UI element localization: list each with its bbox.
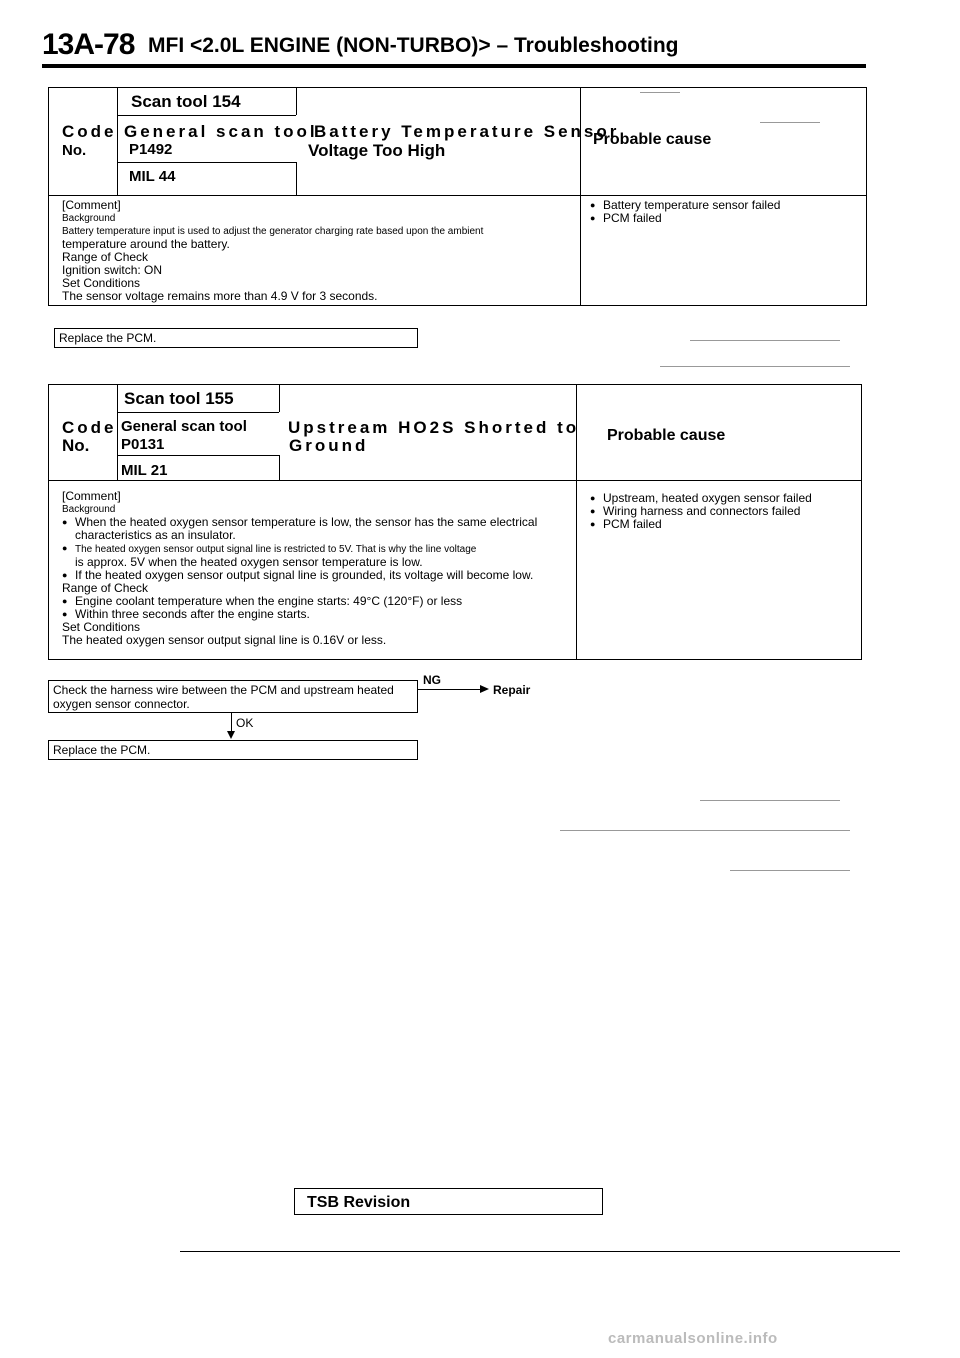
bullet-icon: ● [62,570,68,580]
dtc1-cause-item: ● PCM failed [590,211,662,225]
bullet-icon: ● [62,517,68,527]
dtc2-title-line1: Upstream HO2S Shorted to [288,418,580,437]
dtc2-general-scan-tool: General scan tool [121,418,247,435]
bullet-icon: ● [590,213,596,223]
page-number: 13A-78 [42,28,135,61]
dtc1-bg-line2: temperature around the battery. [62,237,230,251]
dtc2-scan-divider-bot [279,455,280,480]
watermark: carmanualsonline.info [608,1330,778,1347]
dtc1-causes [590,199,780,225]
dtc1-title-line2: Voltage Too High [308,141,446,160]
dtc2-hline-1 [117,412,279,413]
dtc2-hline-3 [48,480,862,481]
scan-artifact [760,122,820,123]
dtc1-hline-3 [48,195,867,196]
dtc1-mil: MIL 44 [129,168,176,185]
dtc2-probable-cause-label: Probable cause [607,427,726,444]
flow-ng-arrow-line [418,689,482,690]
dtc1-set-line1: The sensor voltage remains more than 4.9 V for 3 seconds. [62,289,378,303]
dtc1-cause-item: ● Battery temperature sensor failed [590,198,781,212]
dtc2-scan-divider-top [279,384,280,412]
dtc2-code-divider [117,384,118,480]
dtc2-bullet-2: ● The heated oxygen sensor output signal line is restricted to 5V. That is why the line voltage [62,543,477,555]
scan-artifact [730,870,850,871]
bullet-icon: ● [62,609,68,619]
dtc2-code-label: Code [62,418,117,437]
bullet-icon: ● [590,200,596,210]
dtc1-code-label: Code [62,122,117,141]
dtc2-bullet-1-cont: characteristics as an insulator. [75,528,236,542]
flow-ng-label: NG [423,673,441,687]
header-rule [42,64,866,68]
dtc2-no-label: No. [62,436,90,455]
scan-artifact [560,830,850,831]
bullet-icon: ● [62,596,68,606]
dtc1-action-box: Replace the PCM. [54,328,418,348]
dtc1-bg-line1: Battery temperature input is used to adjust the generator charging rate based upon the ambient [62,226,484,237]
dtc1-probable-cause-label: Probable cause [593,131,712,148]
dtc1-range-label: Range of Check [62,250,149,264]
dtc1-set-label: Set Conditions [62,276,141,290]
dtc2-set-line1: The heated oxygen sensor output signal line is 0.16V or less. [62,633,387,647]
flow-step-replace-pcm: Replace the PCM. [48,740,418,760]
dtc2-range-item: ● Within three seconds after the engine starts. [62,607,310,621]
dtc2-cause-item: ● PCM failed [590,517,662,531]
scan-artifact [640,92,680,93]
dtc2-comment: [Comment] [62,489,121,503]
flow-step-check-harness: Check the harness wire between the PCM and upstream heated oxygen sensor connector. [48,680,418,713]
dtc2-bullet-2-cont: is approx. 5V when the heated oxygen sensor temperature is low. [75,555,423,569]
footer-rule [180,1251,900,1252]
arrow-right-icon [480,685,489,693]
dtc2-scan-tool: Scan tool 155 [124,389,234,408]
bullet-icon: ● [590,493,596,503]
dtc1-general-scan-tool: General scan tool [124,122,318,141]
dtc1-background: Background [62,213,116,224]
scan-artifact [690,340,840,341]
dtc1-col-divider [580,87,581,306]
dtc2-range-item: ● Engine coolant temperature when the engine starts: 49°C (120°F) or less [62,594,463,608]
dtc2-range-label: Range of Check [62,581,149,595]
flow-ok-label: OK [236,716,254,730]
bullet-icon: ● [62,543,68,553]
dtc2-description [62,490,537,647]
scan-artifact [700,800,840,801]
dtc2-set-label: Set Conditions [62,620,141,634]
dtc1-title-line1: Battery Temperature Sensor [314,122,620,141]
dtc2-hline-2 [117,455,279,456]
dtc2-cause-item: ● Upstream, heated oxygen sensor failed [590,491,812,505]
dtc2-background: Background [62,504,116,515]
arrow-down-icon [227,731,235,739]
dtc2-cause-item: ● Wiring harness and connectors failed [590,504,801,518]
flow-repair-label: Repair [493,683,531,697]
tsb-revision-box: TSB Revision [294,1188,603,1215]
dtc1-range-line1: Ignition switch: ON [62,263,163,277]
dtc1-code-divider [117,87,118,195]
bullet-icon: ● [590,506,596,516]
dtc1-description [62,199,483,303]
page-title: MFI <2.0L ENGINE (NON-TURBO)> – Troubleshooting [148,34,679,57]
dtc1-scan-divider-bot [296,162,297,195]
dtc1-hline-1 [117,115,296,116]
dtc1-scan-tool: Scan tool 154 [131,92,241,111]
dtc1-comment: [Comment] [62,198,121,212]
dtc2-causes [590,492,812,531]
dtc1-code: P1492 [129,141,173,158]
dtc2-code: P0131 [121,436,165,453]
dtc2-bullet-1: ● When the heated oxygen sensor temperature is low, the sensor has the same electrical [62,515,538,529]
scan-artifact [660,366,850,367]
dtc2-title-line2: Ground [289,436,369,455]
dtc1-scan-divider-top [296,87,297,115]
dtc2-mil: MIL 21 [121,462,168,479]
dtc1-hline-2 [117,162,296,163]
dtc1-no-label: No. [62,142,87,159]
dtc2-bullet-3: ● If the heated oxygen sensor output signal line is grounded, its voltage will become low. [62,568,534,582]
bullet-icon: ● [590,519,596,529]
